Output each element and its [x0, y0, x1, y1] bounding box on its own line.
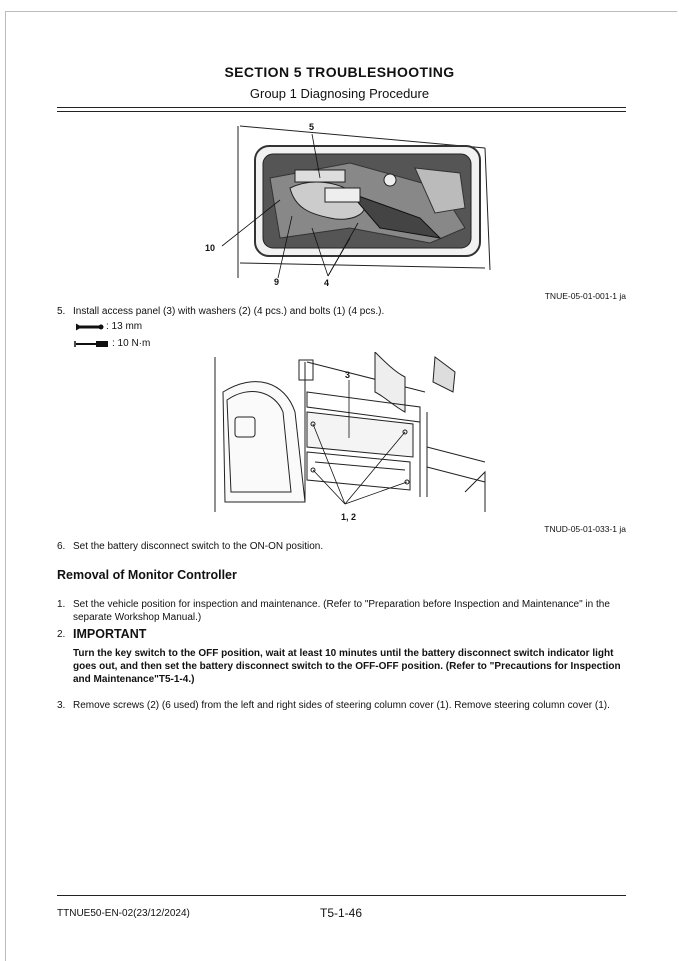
footer-page-number: T5-1-46 — [320, 906, 363, 920]
step-text: Set the vehicle position for inspection and maintenance. (Refer to "Preparation before Inspection and Maintenance" in the separate Workshop Manual.) — [73, 599, 610, 623]
fig1-label-4: 4 — [324, 278, 330, 288]
figure-2-illustration — [195, 352, 490, 524]
wrench-size-value: : 13 mm — [106, 321, 143, 332]
wrench-icon — [74, 322, 104, 332]
step-number: 6. — [57, 541, 66, 552]
figure-2-caption: TNUD-05-01-033-1 ja — [544, 524, 626, 534]
removal-step-1 — [57, 598, 627, 624]
step-text: Remove screws (2) (6 used) from the left and right sides of steering column cover (1). Remove steering column cover (1). — [73, 700, 610, 711]
wrench-spec — [74, 321, 142, 332]
step-number: 5. — [57, 306, 66, 317]
step-text: Set the battery disconnect switch to the ON-ON position. — [73, 541, 324, 552]
torque-spec — [74, 338, 150, 349]
figure-1-illustration — [200, 118, 500, 288]
footer-doc-code: TTNUE50-EN-02(23/12/2024) — [57, 908, 190, 919]
fig1-label-9: 9 — [274, 277, 280, 287]
important-text: Turn the key switch to the OFF position, wait at least 10 minutes until the battery disconnect switch indicator light goes out, and then set the battery disconnect switch to the OFF-OFF position. (Refer to "Precautions for Inspection and Maintenance"T5-1-4.) — [73, 648, 621, 685]
group-title: Group 1 Diagnosing Procedure — [249, 86, 430, 101]
step-number: 3. — [57, 700, 66, 711]
step-text: Install access panel (3) with washers (2) (4 pcs.) and bolts (1) (4 pcs.). — [73, 306, 385, 317]
step-number: 1. — [57, 599, 66, 610]
removal-step-2-number: 2. — [57, 629, 66, 640]
footer-rule — [57, 895, 626, 896]
fig1-label-10: 10 — [205, 243, 216, 253]
step-6 — [57, 540, 627, 553]
section-heading: Removal of Monitor Controller — [57, 568, 237, 582]
fig2-label-3: 3 — [345, 370, 351, 380]
torque-wrench-icon — [74, 339, 110, 349]
figure-1-caption: TNUE-05-01-001-1 ja — [544, 291, 626, 301]
header-rule — [57, 107, 626, 112]
important-title: IMPORTANT — [73, 627, 147, 641]
section-title: SECTION 5 TROUBLESHOOTING — [224, 64, 455, 80]
fig1-label-5: 5 — [309, 122, 315, 132]
fig2-label-1-2: 1, 2 — [341, 512, 357, 522]
removal-step-3 — [57, 699, 627, 712]
torque-value: : 10 N·m — [112, 338, 151, 349]
step-5 — [57, 305, 627, 318]
